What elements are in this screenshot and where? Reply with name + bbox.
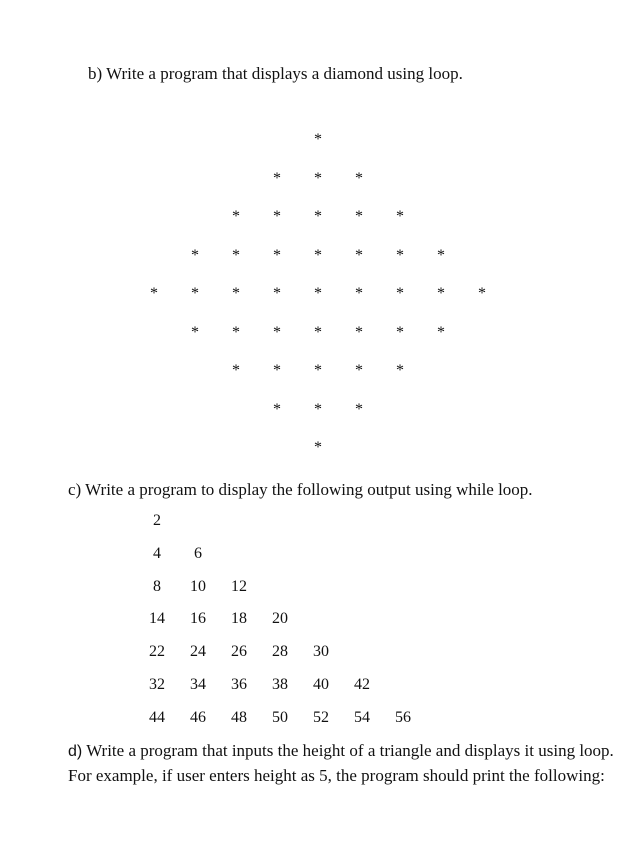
- diamond-star: *: [355, 362, 363, 379]
- diamond-star: *: [314, 285, 322, 302]
- number-cell: 20: [272, 610, 288, 628]
- diamond-star: *: [273, 285, 281, 302]
- diamond-star: *: [437, 246, 445, 264]
- diamond-star: *: [355, 285, 363, 302]
- diamond-star: *: [314, 362, 322, 379]
- diamond-star: *: [355, 169, 363, 187]
- diamond-star: *: [191, 323, 199, 341]
- number-cell: 22: [149, 643, 165, 661]
- number-cell: 48: [231, 708, 247, 726]
- diamond-star: *: [437, 285, 445, 302]
- number-cell: 16: [190, 610, 206, 628]
- diamond-star: *: [232, 285, 240, 302]
- diamond-star: *: [191, 285, 199, 302]
- diamond-star: *: [273, 246, 281, 264]
- diamond-star: *: [355, 208, 363, 225]
- diamond-star: *: [437, 323, 445, 341]
- number-cell: 26: [231, 643, 247, 661]
- number-cell: 44: [149, 708, 165, 726]
- number-cell: 32: [149, 676, 165, 693]
- number-cell: 28: [272, 643, 288, 661]
- diamond-star: *: [355, 400, 363, 418]
- diamond-star: *: [273, 208, 281, 225]
- diamond-star: *: [232, 323, 240, 341]
- diamond-star: *: [314, 208, 322, 225]
- number-cell: 50: [272, 708, 288, 726]
- number-cell: 8: [153, 577, 161, 595]
- diamond-star: *: [314, 169, 322, 187]
- number-cell: 30: [313, 643, 329, 661]
- diamond-star: *: [273, 362, 281, 379]
- question-c-label: c): [68, 480, 82, 499]
- diamond-star: *: [232, 246, 240, 264]
- number-cell: 40: [313, 676, 329, 693]
- diamond-star: *: [396, 285, 404, 302]
- diamond-star: *: [396, 246, 404, 264]
- diamond-star: *: [396, 362, 404, 379]
- question-b-prompt: [88, 64, 463, 84]
- question-b-label: b): [88, 64, 103, 83]
- diamond-star: *: [150, 285, 158, 302]
- number-cell: 12: [231, 577, 247, 595]
- diamond-star: *: [314, 323, 322, 341]
- diamond-star: *: [314, 131, 322, 148]
- question-c-prompt: [68, 480, 533, 500]
- number-cell: 18: [231, 610, 247, 628]
- number-cell: 14: [149, 610, 165, 628]
- diamond-star: *: [232, 362, 240, 379]
- question-b-text: Write a program that displays a diamond using loop.: [106, 64, 463, 83]
- number-cell: 6: [194, 544, 202, 562]
- number-cell: 10: [190, 577, 206, 595]
- question-d-line-2: For example, if user enters height as 5, the program should print the following:: [68, 766, 605, 785]
- number-cell: 24: [190, 643, 206, 661]
- number-cell: 52: [313, 708, 329, 726]
- question-d-line-1: [68, 741, 614, 762]
- number-cell: 56: [395, 708, 411, 726]
- question-d-label: d): [68, 743, 83, 760]
- number-cell: 42: [354, 676, 370, 693]
- diamond-star: *: [273, 169, 281, 187]
- diamond-star: *: [273, 323, 281, 341]
- number-cell: 46: [190, 708, 206, 726]
- number-cell: 4: [153, 544, 161, 562]
- diamond-star: *: [314, 400, 322, 418]
- number-cell: 34: [190, 676, 206, 693]
- question-d-text-1: Write a program that inputs the height of a triangle and displays it using loop.: [86, 741, 614, 760]
- number-cell: 2: [153, 512, 161, 529]
- question-c-text: Write a program to display the following output using while loop.: [85, 480, 533, 499]
- number-cell: 36: [231, 676, 247, 693]
- diamond-star: *: [355, 246, 363, 264]
- number-cell: 54: [354, 708, 370, 726]
- diamond-star: *: [232, 208, 240, 225]
- diamond-star: *: [314, 246, 322, 264]
- diamond-star: *: [478, 285, 486, 302]
- diamond-star: *: [396, 323, 404, 341]
- diamond-star: *: [273, 400, 281, 418]
- number-cell: 38: [272, 676, 288, 693]
- diamond-star: *: [396, 208, 404, 225]
- diamond-star: *: [191, 246, 199, 264]
- diamond-star: *: [314, 439, 322, 456]
- diamond-star: *: [355, 323, 363, 341]
